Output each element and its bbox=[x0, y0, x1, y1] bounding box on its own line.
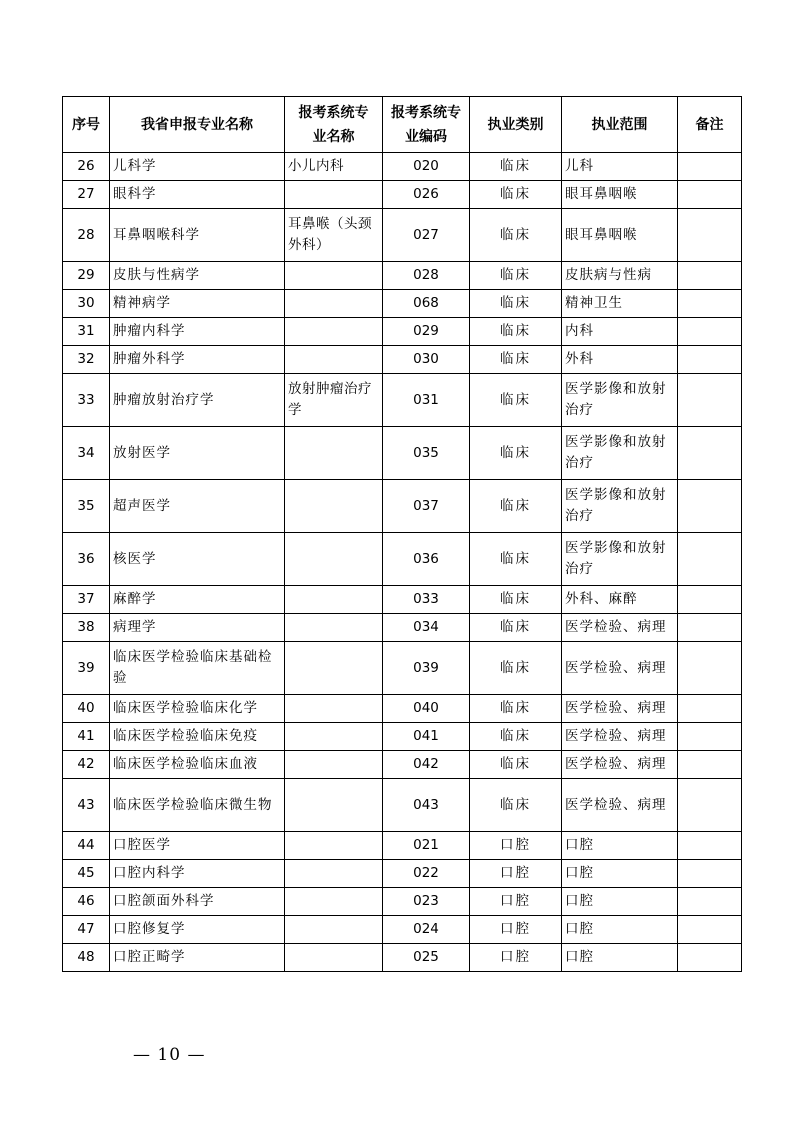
header-category: 执业类别 bbox=[470, 97, 562, 153]
cell-system-name bbox=[285, 642, 383, 695]
header-remark: 备注 bbox=[678, 97, 742, 153]
cell-province-name: 口腔修复学 bbox=[110, 916, 285, 944]
cell-category: 临床 bbox=[470, 586, 562, 614]
cell-system-code: 040 bbox=[383, 695, 470, 723]
table-row bbox=[63, 614, 742, 642]
cell-no: 40 bbox=[63, 695, 110, 723]
table-row bbox=[63, 586, 742, 614]
cell-no: 47 bbox=[63, 916, 110, 944]
cell-no: 35 bbox=[63, 480, 110, 533]
cell-system-name bbox=[285, 751, 383, 779]
cell-category: 临床 bbox=[470, 209, 562, 262]
cell-province-name: 临床医学检验临床基础检验 bbox=[110, 642, 285, 695]
cell-scope: 口腔 bbox=[562, 832, 678, 860]
cell-province-name: 临床医学检验临床血液 bbox=[110, 751, 285, 779]
cell-scope: 外科 bbox=[562, 346, 678, 374]
cell-system-name bbox=[285, 944, 383, 972]
cell-scope: 口腔 bbox=[562, 944, 678, 972]
cell-remark bbox=[678, 262, 742, 290]
table-row bbox=[63, 751, 742, 779]
cell-system-code: 033 bbox=[383, 586, 470, 614]
cell-system-name bbox=[285, 262, 383, 290]
cell-remark bbox=[678, 779, 742, 832]
cell-remark bbox=[678, 614, 742, 642]
cell-system-code: 024 bbox=[383, 916, 470, 944]
table-row bbox=[63, 153, 742, 181]
cell-no: 42 bbox=[63, 751, 110, 779]
cell-remark bbox=[678, 695, 742, 723]
cell-system-code: 039 bbox=[383, 642, 470, 695]
cell-system-code: 027 bbox=[383, 209, 470, 262]
cell-scope: 医学检验、病理 bbox=[562, 614, 678, 642]
cell-system-code: 036 bbox=[383, 533, 470, 586]
cell-province-name: 肿瘤外科学 bbox=[110, 346, 285, 374]
cell-system-code: 035 bbox=[383, 427, 470, 480]
table-row bbox=[63, 860, 742, 888]
cell-scope: 儿科 bbox=[562, 153, 678, 181]
cell-remark bbox=[678, 586, 742, 614]
cell-remark bbox=[678, 916, 742, 944]
cell-no: 28 bbox=[63, 209, 110, 262]
cell-no: 34 bbox=[63, 427, 110, 480]
cell-province-name: 超声医学 bbox=[110, 480, 285, 533]
cell-system-name bbox=[285, 181, 383, 209]
cell-system-code: 029 bbox=[383, 318, 470, 346]
cell-province-name: 儿科学 bbox=[110, 153, 285, 181]
cell-no: 33 bbox=[63, 374, 110, 427]
cell-system-name bbox=[285, 614, 383, 642]
table-row bbox=[63, 888, 742, 916]
cell-system-name bbox=[285, 723, 383, 751]
cell-no: 32 bbox=[63, 346, 110, 374]
cell-province-name: 病理学 bbox=[110, 614, 285, 642]
cell-remark bbox=[678, 181, 742, 209]
cell-system-code: 025 bbox=[383, 944, 470, 972]
cell-remark bbox=[678, 346, 742, 374]
cell-system-name bbox=[285, 346, 383, 374]
cell-province-name: 临床医学检验临床免疫 bbox=[110, 723, 285, 751]
table-row bbox=[63, 346, 742, 374]
cell-category: 口腔 bbox=[470, 832, 562, 860]
table-row bbox=[63, 944, 742, 972]
header-scope: 执业范围 bbox=[562, 97, 678, 153]
cell-category: 临床 bbox=[470, 427, 562, 480]
cell-scope: 医学影像和放射治疗 bbox=[562, 533, 678, 586]
cell-category: 临床 bbox=[470, 723, 562, 751]
cell-remark bbox=[678, 944, 742, 972]
table-row bbox=[63, 695, 742, 723]
cell-province-name: 精神病学 bbox=[110, 290, 285, 318]
cell-category: 临床 bbox=[470, 318, 562, 346]
cell-scope: 精神卫生 bbox=[562, 290, 678, 318]
cell-category: 临床 bbox=[470, 751, 562, 779]
cell-category: 口腔 bbox=[470, 860, 562, 888]
cell-remark bbox=[678, 318, 742, 346]
cell-province-name: 肿瘤放射治疗学 bbox=[110, 374, 285, 427]
header-no: 序号 bbox=[63, 97, 110, 153]
table-header-row bbox=[63, 97, 742, 153]
cell-no: 27 bbox=[63, 181, 110, 209]
cell-province-name: 临床医学检验临床化学 bbox=[110, 695, 285, 723]
cell-system-name: 放射肿瘤治疗学 bbox=[285, 374, 383, 427]
cell-scope: 口腔 bbox=[562, 860, 678, 888]
specialty-table bbox=[62, 96, 742, 972]
cell-category: 临床 bbox=[470, 533, 562, 586]
cell-no: 45 bbox=[63, 860, 110, 888]
cell-scope: 眼耳鼻咽喉 bbox=[562, 209, 678, 262]
cell-system-code: 037 bbox=[383, 480, 470, 533]
cell-category: 临床 bbox=[470, 374, 562, 427]
cell-scope: 眼耳鼻咽喉 bbox=[562, 181, 678, 209]
cell-category: 临床 bbox=[470, 346, 562, 374]
header-system-name: 报考系统专业名称 bbox=[285, 97, 383, 153]
table-row bbox=[63, 642, 742, 695]
table-row bbox=[63, 209, 742, 262]
cell-category: 口腔 bbox=[470, 944, 562, 972]
cell-province-name: 口腔颌面外科学 bbox=[110, 888, 285, 916]
cell-province-name: 麻醉学 bbox=[110, 586, 285, 614]
cell-province-name: 皮肤与性病学 bbox=[110, 262, 285, 290]
cell-system-name bbox=[285, 318, 383, 346]
cell-system-code: 021 bbox=[383, 832, 470, 860]
cell-no: 39 bbox=[63, 642, 110, 695]
cell-scope: 口腔 bbox=[562, 916, 678, 944]
cell-province-name: 眼科学 bbox=[110, 181, 285, 209]
cell-remark bbox=[678, 832, 742, 860]
table-row bbox=[63, 779, 742, 832]
cell-system-code: 068 bbox=[383, 290, 470, 318]
cell-category: 口腔 bbox=[470, 888, 562, 916]
table-row bbox=[63, 916, 742, 944]
cell-scope: 口腔 bbox=[562, 888, 678, 916]
cell-province-name: 耳鼻咽喉科学 bbox=[110, 209, 285, 262]
cell-category: 临床 bbox=[470, 642, 562, 695]
cell-system-name bbox=[285, 533, 383, 586]
cell-no: 30 bbox=[63, 290, 110, 318]
cell-scope: 医学检验、病理 bbox=[562, 642, 678, 695]
cell-scope: 医学影像和放射治疗 bbox=[562, 374, 678, 427]
table-row bbox=[63, 480, 742, 533]
cell-scope: 皮肤病与性病 bbox=[562, 262, 678, 290]
cell-category: 临床 bbox=[470, 480, 562, 533]
cell-no: 31 bbox=[63, 318, 110, 346]
table-row bbox=[63, 318, 742, 346]
cell-scope: 内科 bbox=[562, 318, 678, 346]
cell-category: 临床 bbox=[470, 181, 562, 209]
cell-no: 48 bbox=[63, 944, 110, 972]
cell-system-code: 022 bbox=[383, 860, 470, 888]
cell-category: 临床 bbox=[470, 262, 562, 290]
cell-remark bbox=[678, 888, 742, 916]
cell-system-name bbox=[285, 480, 383, 533]
cell-province-name: 肿瘤内科学 bbox=[110, 318, 285, 346]
cell-system-code: 023 bbox=[383, 888, 470, 916]
cell-remark bbox=[678, 751, 742, 779]
cell-scope: 医学影像和放射治疗 bbox=[562, 427, 678, 480]
cell-remark bbox=[678, 723, 742, 751]
cell-system-code: 026 bbox=[383, 181, 470, 209]
cell-scope: 外科、麻醉 bbox=[562, 586, 678, 614]
table-row bbox=[63, 723, 742, 751]
cell-system-code: 031 bbox=[383, 374, 470, 427]
cell-system-code: 042 bbox=[383, 751, 470, 779]
table-row bbox=[63, 533, 742, 586]
cell-no: 26 bbox=[63, 153, 110, 181]
table-row bbox=[63, 262, 742, 290]
table-body bbox=[63, 153, 742, 972]
cell-no: 29 bbox=[63, 262, 110, 290]
table-row bbox=[63, 374, 742, 427]
cell-system-name bbox=[285, 290, 383, 318]
cell-scope: 医学检验、病理 bbox=[562, 723, 678, 751]
cell-category: 临床 bbox=[470, 695, 562, 723]
table-row bbox=[63, 832, 742, 860]
table-row bbox=[63, 290, 742, 318]
cell-remark bbox=[678, 290, 742, 318]
cell-remark bbox=[678, 642, 742, 695]
cell-system-name: 小儿内科 bbox=[285, 153, 383, 181]
page-number: — 10 — bbox=[133, 1045, 206, 1065]
cell-system-code: 028 bbox=[383, 262, 470, 290]
cell-province-name: 口腔医学 bbox=[110, 832, 285, 860]
header-province-name: 我省申报专业名称 bbox=[110, 97, 285, 153]
cell-no: 44 bbox=[63, 832, 110, 860]
cell-no: 36 bbox=[63, 533, 110, 586]
header-system-code: 报考系统专业编码 bbox=[383, 97, 470, 153]
cell-system-name bbox=[285, 695, 383, 723]
cell-scope: 医学检验、病理 bbox=[562, 695, 678, 723]
cell-category: 口腔 bbox=[470, 916, 562, 944]
cell-no: 38 bbox=[63, 614, 110, 642]
cell-system-name bbox=[285, 916, 383, 944]
cell-province-name: 放射医学 bbox=[110, 427, 285, 480]
cell-scope: 医学影像和放射治疗 bbox=[562, 480, 678, 533]
cell-system-code: 030 bbox=[383, 346, 470, 374]
cell-remark bbox=[678, 153, 742, 181]
cell-system-code: 043 bbox=[383, 779, 470, 832]
cell-province-name: 核医学 bbox=[110, 533, 285, 586]
cell-category: 临床 bbox=[470, 614, 562, 642]
cell-remark bbox=[678, 860, 742, 888]
cell-remark bbox=[678, 209, 742, 262]
cell-province-name: 口腔正畸学 bbox=[110, 944, 285, 972]
cell-system-code: 041 bbox=[383, 723, 470, 751]
cell-system-name bbox=[285, 586, 383, 614]
cell-system-name: 耳鼻喉（头颈外科） bbox=[285, 209, 383, 262]
cell-category: 临床 bbox=[470, 290, 562, 318]
table-row bbox=[63, 181, 742, 209]
cell-remark bbox=[678, 427, 742, 480]
cell-province-name: 口腔内科学 bbox=[110, 860, 285, 888]
cell-system-code: 020 bbox=[383, 153, 470, 181]
cell-remark bbox=[678, 480, 742, 533]
cell-system-name bbox=[285, 427, 383, 480]
cell-system-name bbox=[285, 832, 383, 860]
cell-system-code: 034 bbox=[383, 614, 470, 642]
cell-category: 临床 bbox=[470, 153, 562, 181]
cell-no: 46 bbox=[63, 888, 110, 916]
cell-no: 37 bbox=[63, 586, 110, 614]
cell-category: 临床 bbox=[470, 779, 562, 832]
cell-scope: 医学检验、病理 bbox=[562, 779, 678, 832]
cell-system-name bbox=[285, 779, 383, 832]
table-row bbox=[63, 427, 742, 480]
cell-no: 41 bbox=[63, 723, 110, 751]
cell-scope: 医学检验、病理 bbox=[562, 751, 678, 779]
cell-system-name bbox=[285, 860, 383, 888]
cell-system-name bbox=[285, 888, 383, 916]
cell-province-name: 临床医学检验临床微生物 bbox=[110, 779, 285, 832]
cell-remark bbox=[678, 374, 742, 427]
cell-remark bbox=[678, 533, 742, 586]
cell-no: 43 bbox=[63, 779, 110, 832]
